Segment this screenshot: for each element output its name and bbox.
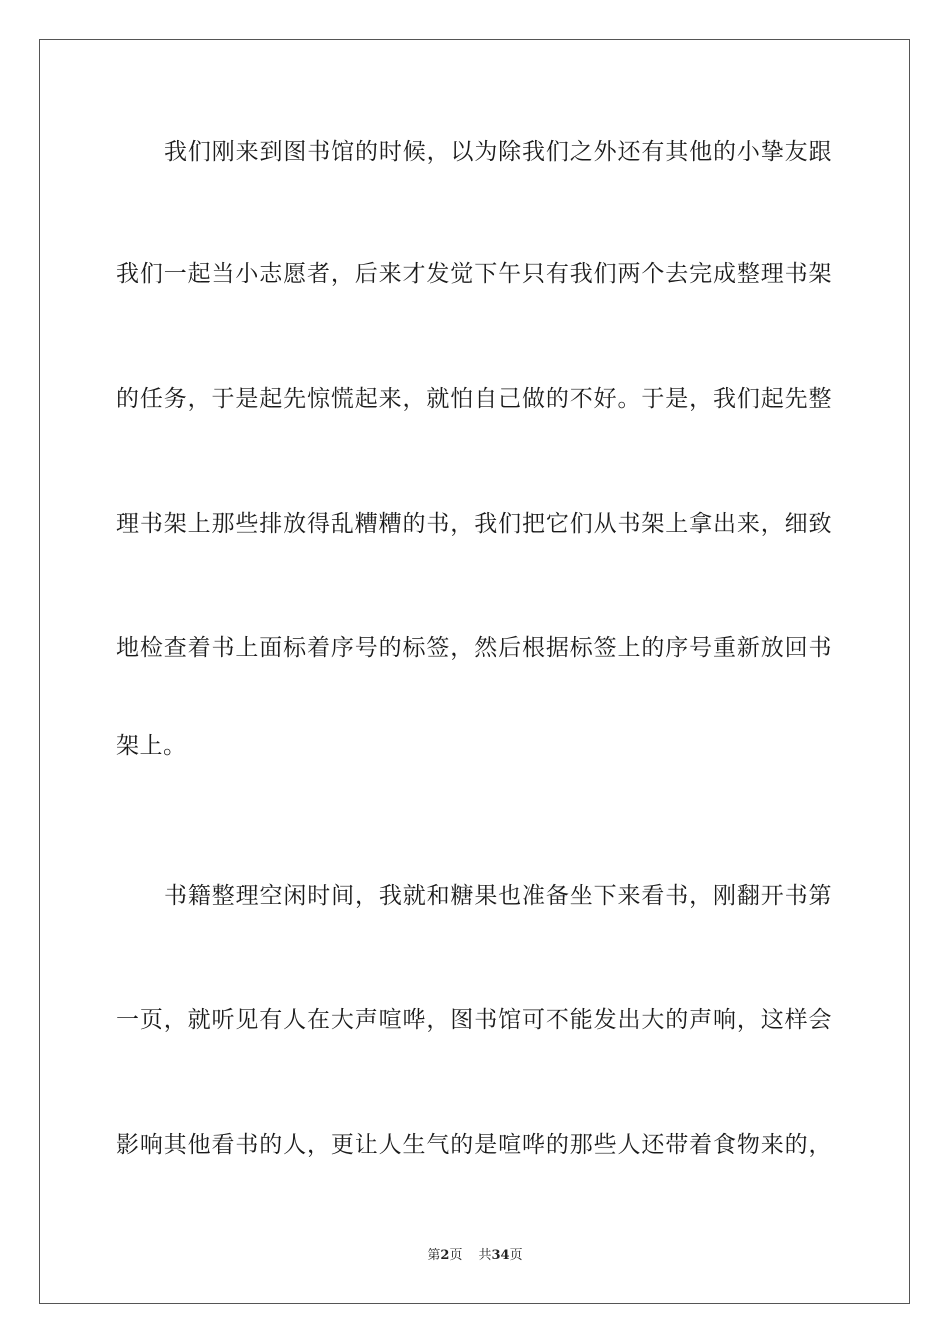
paragraph-2-line-3: 影响其他看书的人，更让人生气的是喧哗的那些人还带着食物来的， [116,1132,832,1158]
page-suffix: 页 [449,1248,463,1263]
paragraph-1-line-6: 架上。 [116,733,187,759]
paragraph-1-line-5: 地检查着书上面标着序号的标签，然后根据标签上的序号重新放回书 [116,635,832,661]
paragraph-1-line-1: 我们刚来到图书馆的时候，以为除我们之外还有其他的小挚友跟 [164,139,832,165]
page-prefix: 第 [427,1248,441,1263]
paragraph-1-line-2: 我们一起当小志愿者，后来才发觉下午只有我们两个去完成整理书架 [116,261,832,287]
paragraph-1-line-4: 理书架上那些排放得乱糟糟的书，我们把它们从书架上拿出来，细致 [116,511,832,537]
page-number: 2 [440,1248,450,1263]
page-footer [0,1247,950,1265]
total-suffix: 页 [509,1248,523,1263]
paragraph-1-line-3: 的任务，于是起先惊慌起来，就怕自己做的不好。于是，我们起先整 [116,386,832,412]
total-prefix: 共 [478,1248,492,1263]
paragraph-2-line-1: 书籍整理空闲时间，我就和糖果也准备坐下来看书，刚翻开书第 [164,883,832,909]
paragraph-2-line-2: 一页，就听见有人在大声喧哗，图书馆可不能发出大的声响，这样会 [116,1007,832,1033]
page-border [39,39,910,1304]
total-pages: 34 [491,1248,510,1263]
